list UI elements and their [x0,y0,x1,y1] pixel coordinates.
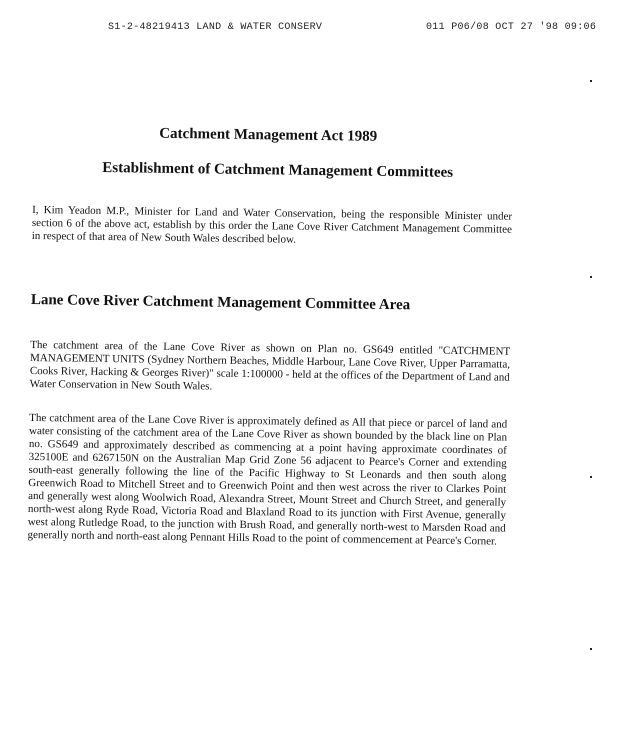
catchment-paragraph-1: The catchment area of the Lane Cove River as shown on Plan no. GS649 entitled "CATCHMENT MANAGEMENT UNITS (Sydney Northern Beaches, Middle Harbour, Lane Cove River, Upper Parramatta, Cooks River, Hacking & Georges River)" scale 1:100000 - held at the offices of the Department of Land and Water Conservation in New South Wales. [29,338,511,393]
scan-speck [590,276,592,278]
intro-paragraph: I, Kim Yeadon M.P., Minister for Land and Water Conservation, being the responsible Minister under section 6 of the above act, establish by this order the Lane Cove River Catchment Management Committee in respect of that area of New South Wales described below. [31,203,513,246]
scan-speck [590,80,592,82]
document-title: Catchment Management Act 1989 [159,125,378,145]
section-heading: Lane Cove River Catchment Management Committee Area [30,291,411,314]
document-subtitle: Establishment of Catchment Management Committees [102,159,454,181]
fax-sender-line: S1-2-48219413 LAND & WATER CONSERV [108,22,323,33]
scan-speck [590,648,592,650]
fax-page-timestamp: 011 P06/08 OCT 27 '98 09:06 [426,22,597,33]
scan-speck [590,476,592,478]
catchment-paragraph-2: The catchment area of the Lane Cove River is approximately defined as All that piece or parcel of land and water consisting of the catchment area of the Lane Cove River as shown bounded by the black line on Plan no. GS649 and approximately described as commencing at a point having approximate coordinates of 325100E and 6267150N on the Australian Map Grid Zone 56 adjacent to Pearce's Corner and extending south-east generally following the line of the Pacific Highway to St Leonards and then south along Greenwich Road to Mitchell Street and to Greenwich Point and then west across the river to Clarkes Point and generally west along Woolwich Road, Alexandra Street, Mount Street and Church Street, and generally north-west along Ryde Road, Victoria Road and Blaxland Road to its junction with First Avenue, generally west along Rutledge Road, to the junction with Brush Road, and generally north-west to Marsden Road and generally north and north-east along Pennant Hills Road to the point of commencement at Pearce's Corner. [27,411,508,548]
